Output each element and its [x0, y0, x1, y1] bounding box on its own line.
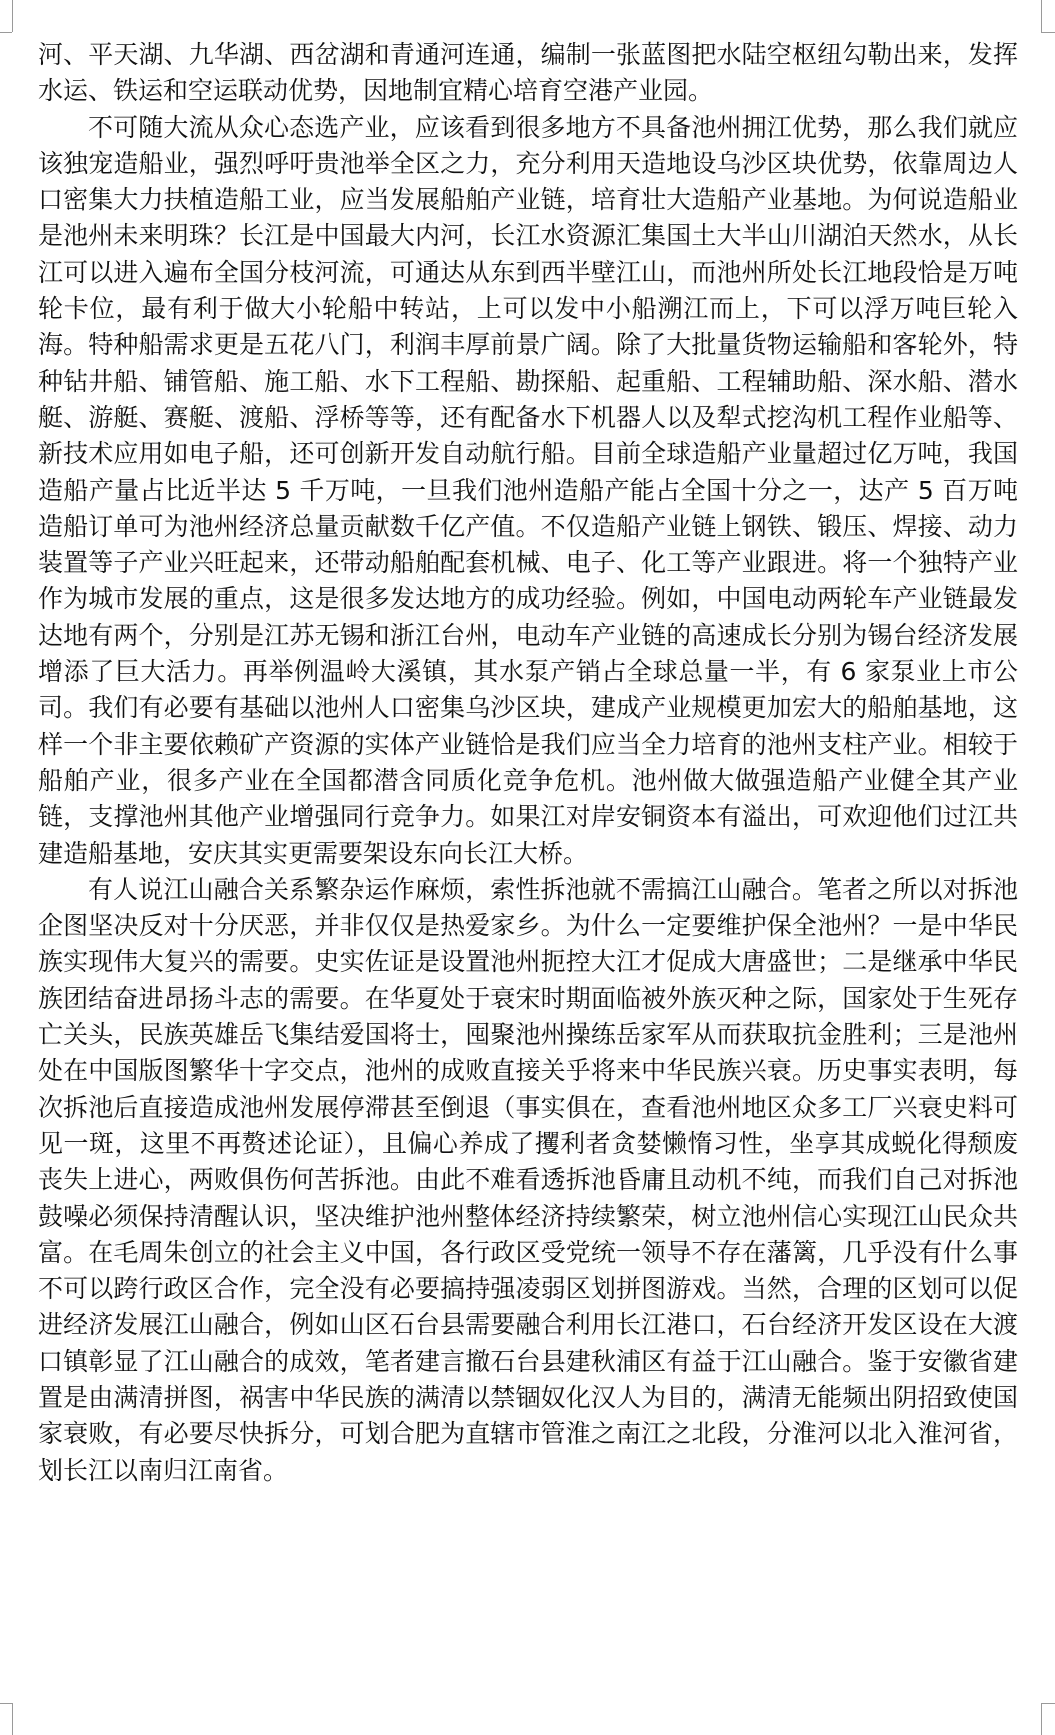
paragraph-shipbuilding: 不可随大流从众心态选产业，应该看到很多地方不具备池州拥江优势，那么我们就应该独宠造船业，强烈呼吁贵池举全区之力，充分利用天造地设乌沙区块优势，依靠周边人口密集大力扶植造船工业，应当发展船舶产业链，培育壮大造船产业基地。为何说造船业是池州未来明珠？长江是中国最大内河，长江水资源汇集国土大半山川湖泊天然水，从长江可以进入遍布全国分枝河流，可通达从东到西半壁江山，而池州所处长江地段恰是万吨轮卡位，最有利于做大小轮船中转站，上可以发中小船溯江而上，下可以浮万吨巨轮入海。特种船需求更是五花八门，利润丰厚前景广阔。除了大批量货物运输船和客轮外，特种钻井船、铺管船、施工船、水下工程船、勘探船、起重船、工程辅助船、深水船、潜水艇、游艇、赛艇、渡船、浮桥等等，还有配备水下机器人以及犁式挖沟机工程作业船等、新技术应用如电子船，还可创新开发自动航行船。目前全球造船产业量超过亿万吨，我国造船产量占比近半达 5 千万吨，一旦我们池州造船产能占全国十分之一，达产 5 百万吨造船订单可为池州经济总量贡献数千亿产值。不仅造船产业链上钢铁、锻压、焊接、动力装置等子产业兴旺起来，还带动船舶配套机械、电子、化工等产业跟进。将一个独特产业作为城市发展的重点，这是很多发达地方的成功经验。例如，中国电动两轮车产业链最发达地有两个，分别是江苏无锡和浙江台州，电动车产业链的高速成长分别为锡台经济发展增添了巨大活力。再举例温岭大溪镇，其水泵产销占全球总量一半，有 6 家泵业上市公司。我们有必要有基础以池州人口密集乌沙区块，建成产业规模更加宏大的船舶基地，这样一个非主要依赖矿产资源的实体产业链恰是我们应当全力培育的池州支柱产业。相较于船舶产业，很多产业在全国都潜含同质化竞争危机。池州做大做强造船产业健全其产业链，支撑池州其他产业增强同行竞争力。如果江对岸安铜资本有溢出，可欢迎他们过江共建造船基地，安庆其实更需要架设东向长江大桥。	[38, 112, 1018, 868]
document-body	[38, 37, 1018, 1489]
crop-mark-bottom-right	[1041, 1703, 1042, 1735]
crop-mark-top-left	[0, 32, 12, 33]
crop-mark-bottom-left	[12, 1703, 13, 1735]
crop-mark-bottom-right	[1041, 1703, 1055, 1704]
crop-mark-top-left	[12, 0, 13, 32]
paragraph-continuation: 河、平天湖、九华湖、西岔湖和青通河连通，编制一张蓝图把水陆空枢纽勾勒出来，发挥水运、铁运和空运联动优势，因地制宜精心培育空港产业园。	[38, 40, 1018, 106]
crop-mark-top-right	[1041, 32, 1055, 33]
crop-mark-top-right	[1041, 0, 1042, 32]
crop-mark-bottom-left	[0, 1703, 12, 1704]
paragraph-jiangshan-integration: 有人说江山融合关系繁杂运作麻烦，索性拆池就不需搞江山融合。笔者之所以对拆池企图坚决反对十分厌恶，并非仅仅是热爱家乡。为什么一定要维护保全池州？一是中华民族实现伟大复兴的需要。史实佐证是设置池州扼控大江才促成大唐盛世；二是继承中华民族团结奋进昂扬斗志的需要。在华夏处于衰宋时期面临被外族灭种之际，国家处于生死存亡关头，民族英雄岳飞集结爱国将士，囤聚池州操练岳家军从而获取抗金胜利；三是池州处在中国版图繁华十字交点，池州的成败直接关乎将来中华民族兴衰。历史事实表明，每次拆池后直接造成池州发展停滞甚至倒退（事实俱在，查看池州地区众多工厂兴衰史料可见一斑，这里不再赘述论证），且偏心养成了攫利者贪婪懒惰习性，坐享其成蜕化得颓废丧失上进心，两败俱伤何苦拆池。由此不难看透拆池昏庸且动机不纯，而我们自己对拆池鼓噪必须保持清醒认识，坚决维护池州整体经济持续繁荣，树立池州信心实现江山民众共富。在毛周朱创立的社会主义中国，各行政区受党统一领导不存在藩篱，几乎没有什么事不可以跨行政区合作，完全没有必要搞持强凌弱区划拼图游戏。当然，合理的区划可以促进经济发展江山融合，例如山区石台县需要融合利用长江港口，石台经济开发区设在大渡口镇彰显了江山融合的成效，笔者建言撤石台县建秋浦区有益于江山融合。鉴于安徽省建置是由满清拼图，祸害中华民族的满清以禁锢奴化汉人为目的，满清无能频出阴招致使国家衰败，有必要尽快拆分，可划合肥为直辖市管淮之南江之北段，分淮河以北入淮河省，划长江以南归江南省。	[38, 874, 1018, 1485]
